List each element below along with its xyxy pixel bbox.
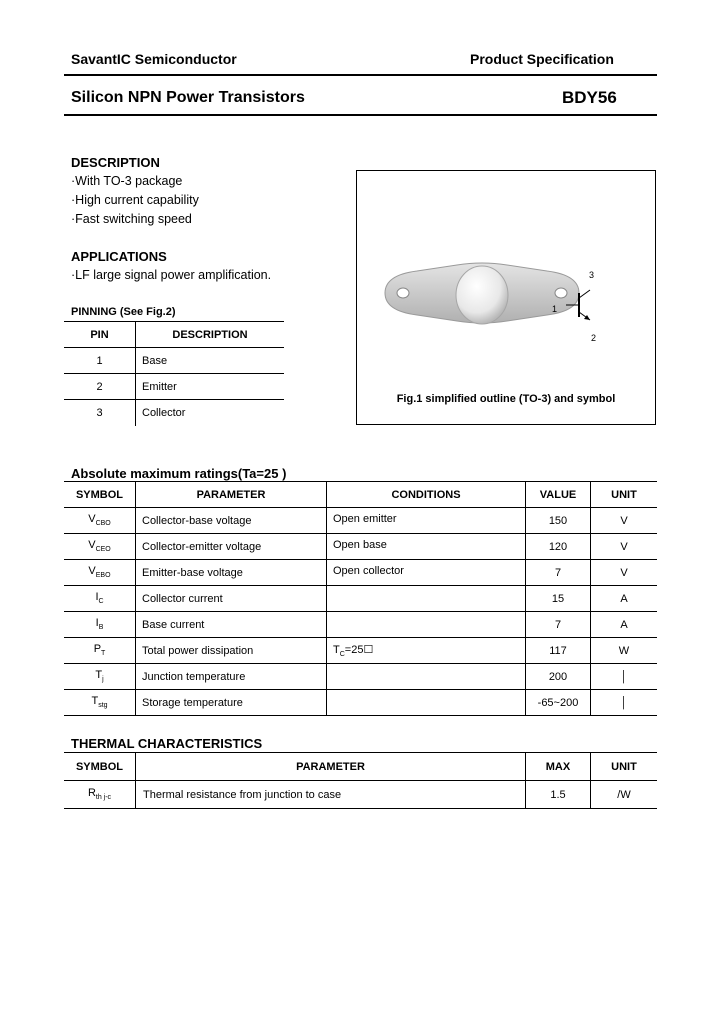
company-name: SavantIC Semiconductor bbox=[71, 51, 237, 67]
conditions-header: CONDITIONS bbox=[327, 482, 526, 508]
symbol-letter: I bbox=[95, 591, 99, 604]
description-item: ·Fast switching speed bbox=[71, 212, 192, 226]
rating-symbol bbox=[64, 638, 136, 664]
condition-text: Open emitter bbox=[333, 513, 397, 526]
rating-value: -65~200 bbox=[526, 690, 591, 716]
header-rule-bottom bbox=[64, 114, 657, 116]
symbol-subscript: j bbox=[102, 676, 104, 684]
symbol-label-base: 1 bbox=[552, 304, 558, 314]
rating-condition bbox=[327, 612, 526, 638]
rating-condition bbox=[327, 638, 526, 664]
table-row bbox=[64, 664, 657, 690]
condition-text: Open collector bbox=[333, 565, 404, 578]
rating-condition bbox=[327, 508, 526, 534]
rating-unit: │ bbox=[591, 690, 658, 716]
part-number: BDY56 bbox=[562, 88, 617, 107]
symbol-subscript: T bbox=[101, 650, 106, 658]
rating-condition bbox=[327, 690, 526, 716]
rating-unit: A bbox=[591, 612, 658, 638]
figure-caption: Fig.1 simplified outline (TO-3) and symbol bbox=[396, 393, 616, 405]
rating-value: 15 bbox=[526, 586, 591, 612]
symbol-subscript: EBO bbox=[95, 572, 111, 580]
rating-unit: V bbox=[591, 534, 658, 560]
symbol-header: SYMBOL bbox=[64, 482, 136, 508]
rating-unit: W bbox=[591, 638, 658, 664]
rating-condition bbox=[327, 560, 526, 586]
symbol-letter: V bbox=[88, 513, 96, 526]
ratings-body bbox=[64, 508, 657, 716]
symbol-subscript: stg bbox=[98, 702, 108, 710]
rating-parameter: Collector current bbox=[136, 586, 327, 612]
table-row bbox=[64, 638, 657, 664]
rating-unit: A bbox=[591, 586, 658, 612]
thermal-table bbox=[64, 752, 657, 809]
rating-value: 7 bbox=[526, 612, 591, 638]
pin-description-header: DESCRIPTION bbox=[136, 322, 285, 348]
table-row bbox=[64, 781, 657, 809]
table-row bbox=[64, 612, 657, 638]
description-item: ·With TO-3 package bbox=[71, 174, 183, 188]
rating-condition bbox=[327, 534, 526, 560]
symbol-label-emitter: 2 bbox=[591, 333, 597, 343]
condition-text: Open base bbox=[333, 539, 387, 552]
rating-value: 150 bbox=[526, 508, 591, 534]
product-line: Silicon NPN Power Transistors bbox=[71, 89, 305, 106]
rating-parameter: Collector-emitter voltage bbox=[136, 534, 327, 560]
max-header: MAX bbox=[526, 753, 591, 781]
header-rule-top bbox=[64, 74, 657, 76]
unit-header: UNIT bbox=[591, 482, 658, 508]
applications-item: ·LF large signal power amplification. bbox=[71, 268, 272, 282]
rating-unit: V bbox=[591, 508, 658, 534]
rating-parameter: Emitter-base voltage bbox=[136, 560, 327, 586]
condition-subscript: C bbox=[339, 651, 345, 659]
pin-number: 3 bbox=[64, 400, 136, 426]
rating-parameter: Storage temperature bbox=[136, 690, 327, 716]
rating-condition bbox=[327, 664, 526, 690]
thermal-header-row bbox=[64, 753, 657, 781]
table-row bbox=[64, 348, 284, 374]
rating-parameter: Base current bbox=[136, 612, 327, 638]
thermal-max: 1.5 bbox=[526, 781, 591, 809]
pin-number: 1 bbox=[64, 348, 136, 374]
rating-parameter: Junction temperature bbox=[136, 664, 327, 690]
pin-header: PIN bbox=[64, 322, 136, 348]
rating-value: 120 bbox=[526, 534, 591, 560]
rating-symbol bbox=[64, 534, 136, 560]
rating-parameter: Total power dissipation bbox=[136, 638, 327, 664]
symbol-subscript: CEO bbox=[95, 546, 111, 554]
parameter-header: PARAMETER bbox=[136, 753, 526, 781]
rating-value: 7 bbox=[526, 560, 591, 586]
rating-symbol bbox=[64, 586, 136, 612]
table-row bbox=[64, 690, 657, 716]
table-row bbox=[64, 560, 657, 586]
value-header: VALUE bbox=[526, 482, 591, 508]
pinning-header-row bbox=[64, 322, 284, 348]
rating-symbol bbox=[64, 664, 136, 690]
thermal-title: THERMAL CHARACTERISTICS bbox=[71, 736, 263, 751]
symbol-letter: T bbox=[95, 669, 103, 682]
ratings-header-row bbox=[64, 482, 657, 508]
pin-number: 2 bbox=[64, 374, 136, 400]
symbol-subscript: C bbox=[98, 598, 104, 606]
rating-symbol bbox=[64, 508, 136, 534]
symbol-letter: I bbox=[95, 617, 99, 630]
pin-desc: Collector bbox=[142, 406, 186, 419]
rating-unit: V bbox=[591, 560, 658, 586]
symbol-subscript: B bbox=[98, 624, 104, 632]
pin-desc: Base bbox=[136, 348, 285, 374]
symbol-subscript: CBO bbox=[95, 520, 111, 528]
symbol-letter: T bbox=[91, 695, 99, 708]
pin-desc: Emitter bbox=[136, 374, 285, 400]
table-row bbox=[64, 508, 657, 534]
ratings-title: Absolute maximum ratings(Ta=25 ) bbox=[71, 466, 287, 481]
symbol-letter: R bbox=[87, 787, 96, 800]
pinning-table bbox=[64, 321, 284, 426]
table-row bbox=[64, 534, 657, 560]
rating-unit: │ bbox=[591, 664, 658, 690]
unit-header: UNIT bbox=[591, 753, 658, 781]
rating-value: 200 bbox=[526, 664, 591, 690]
ratings-table bbox=[64, 481, 657, 716]
symbol-label-collector: 3 bbox=[589, 270, 595, 280]
symbol-header: SYMBOL bbox=[64, 753, 136, 781]
condition-text: T bbox=[333, 643, 340, 656]
thermal-symbol bbox=[64, 781, 136, 809]
symbol-subscript: th j-c bbox=[95, 794, 112, 802]
applications-title: APPLICATIONS bbox=[71, 249, 167, 264]
rating-value: 117 bbox=[526, 638, 591, 664]
description-item: ·High current capability bbox=[71, 193, 199, 207]
parameter-header: PARAMETER bbox=[136, 482, 327, 508]
figure-box bbox=[356, 170, 656, 425]
description-title: DESCRIPTION bbox=[71, 155, 160, 170]
table-row bbox=[64, 400, 284, 426]
rating-symbol bbox=[64, 690, 136, 716]
condition-tail: =25☐ bbox=[344, 643, 374, 656]
thermal-unit: /W bbox=[591, 781, 658, 809]
doc-type: Product Specification bbox=[470, 51, 614, 67]
rating-symbol bbox=[64, 560, 136, 586]
pinning-title: PINNING (See Fig.2) bbox=[71, 306, 176, 318]
table-row bbox=[64, 374, 284, 400]
table-row bbox=[64, 586, 657, 612]
rating-parameter: Collector-base voltage bbox=[136, 508, 327, 534]
rating-symbol bbox=[64, 612, 136, 638]
symbol-letter: V bbox=[88, 565, 96, 578]
thermal-parameter: Thermal resistance from junction to case bbox=[136, 781, 526, 809]
rating-condition bbox=[327, 586, 526, 612]
symbol-letter: P bbox=[93, 643, 102, 656]
symbol-letter: V bbox=[88, 539, 96, 552]
